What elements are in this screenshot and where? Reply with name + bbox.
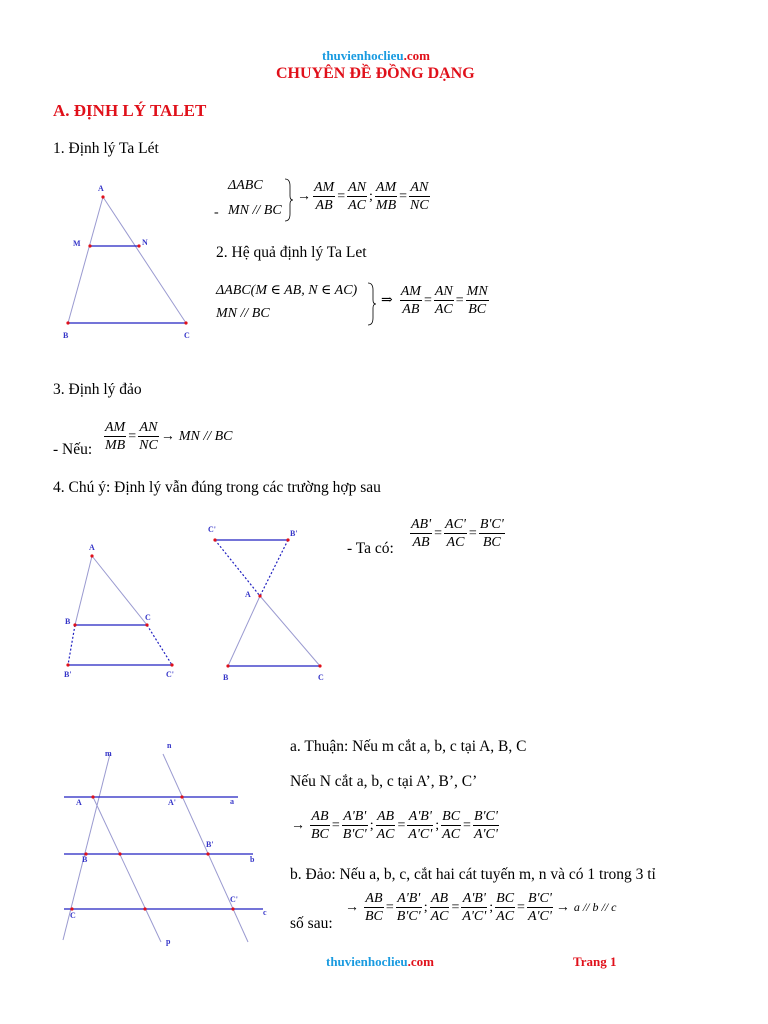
fig4-label-p: p: [166, 937, 171, 946]
frac: $\frac{AN}{AC}$: [348, 180, 367, 213]
item2-cond2: MN // BC: [216, 306, 270, 321]
item1-formula: → $\frac{AM}{AB}$ = $\frac{AN}{AC}$ ; $\frac{AM}{MB}$ = $\frac{AN}{NC}$: [297, 180, 429, 213]
fig2-label-b-prime: B': [64, 670, 72, 679]
part-b-arrow-2: →: [555, 899, 570, 915]
item1-label: 1. Định lý Ta Lét: [53, 140, 159, 157]
fig1-label-a: A: [98, 184, 104, 193]
item2-label: 2. Hệ quả định lý Ta Let: [216, 244, 367, 261]
fig4-label-b-prime: B': [206, 840, 214, 849]
item3-formula: $\frac{AM}{MB}$ = $\frac{AN}{NC}$ → MN // BC: [105, 420, 233, 453]
frac: $\frac{B'C'}{A'C'}$: [527, 891, 552, 924]
item1-brace: [284, 178, 294, 222]
part-b-line1: b. Đảo: Nếu a, b, c, cắt hai cát tuyến m, n và có 1 trong 3 tỉ: [290, 866, 656, 883]
frac: $\frac{MN}{BC}$: [466, 284, 488, 317]
frac: $\frac{AN}{NC}$: [139, 420, 158, 453]
part-b-conclusion: a // b // c: [573, 900, 617, 914]
figure-hourglass-triangle: [205, 523, 335, 688]
frac: $\frac{B'C'}{A'C'}$: [473, 809, 498, 842]
footer-site-tld: .com: [407, 954, 434, 969]
frac: $\frac{AB}{BC}$: [311, 809, 329, 842]
frac: $\frac{A'B'}{B'C'}$: [342, 809, 367, 842]
figure-parallel-lines: [58, 742, 273, 952]
item3-arrow: →: [160, 428, 175, 444]
item2-brace: [367, 282, 377, 326]
item3-prefix: - Nếu:: [53, 441, 93, 458]
item4-prefix: - Ta có:: [347, 540, 394, 557]
footer-site: [326, 954, 434, 970]
item4-label: 4. Chú ý: Định lý vẫn đúng trong các trường hợp sau: [53, 479, 381, 496]
fig2-label-b: B: [65, 617, 71, 626]
section-a-heading: A. ĐỊNH LÝ TALET: [53, 101, 207, 120]
header-site-tld: .com: [403, 48, 430, 63]
part-b-arrow: →: [345, 899, 359, 915]
fig3-label-c-prime: C': [208, 525, 216, 534]
fig4-label-a: A: [76, 798, 82, 807]
item1-arrow: →: [297, 188, 311, 204]
fig4-label-c: C: [70, 911, 76, 920]
part-a-line2: Nếu N cắt a, b, c tại A’, B’, C’: [290, 773, 478, 790]
fig2-label-a: A: [89, 543, 95, 552]
fig1-label-b: B: [63, 331, 69, 340]
frac: $\frac{BC}{AC}$: [496, 891, 515, 924]
frac: $\frac{AM}{MB}$: [375, 180, 397, 213]
frac: $\frac{AB}{AC}$: [376, 809, 395, 842]
frac: $\frac{BC}{AC}$: [442, 809, 461, 842]
frac: $\frac{A'B'}{A'C'}$: [462, 891, 487, 924]
fig1-label-c: C: [184, 331, 190, 340]
footer-site-main: thuvienhoclieu: [326, 954, 408, 969]
fig4-label-c-line: c: [263, 908, 267, 917]
item1-dash: -: [214, 205, 219, 220]
frac: $\frac{AM}{MB}$: [105, 420, 126, 453]
fig4-label-a-line: a: [230, 797, 234, 806]
item1-cond2: MN // BC: [228, 203, 282, 218]
fig4-label-n: n: [167, 741, 172, 750]
fig3-label-a: A: [245, 590, 251, 599]
fig2-label-c: C: [145, 613, 151, 622]
frac: $\frac{AB}{BC}$: [365, 891, 383, 924]
frac: $\frac{AM}{AB}$: [400, 284, 421, 317]
fig1-label-n: N: [142, 238, 148, 247]
fig4-label-b-line: b: [250, 855, 255, 864]
part-a-line1: a. Thuận: Nếu m cắt a, b, c tại A, B, C: [290, 738, 527, 755]
fig4-label-a-prime: A': [168, 798, 176, 807]
frac: $\frac{B'C'}{BC}$: [479, 517, 504, 550]
item3-label: 3. Định lý đảo: [53, 381, 142, 398]
fig1-label-m: M: [73, 239, 81, 248]
fig4-label-c-prime: C': [230, 895, 238, 904]
frac: $\frac{AB}{AC}$: [430, 891, 449, 924]
part-b-line2: số sau:: [290, 915, 333, 932]
page-title: CHUYÊN ĐỀ ĐỒNG DẠNG: [276, 65, 475, 82]
part-a-formula: → $\frac{AB}{BC}$ = $\frac{A'B'}{B'C'}$ ; $\frac{AB}{AC}$ = $\frac{A'B'}{A'C'}$ ; $\frac{BC}{AC}$ = $\frac{B'C'}{A'C'}$: [291, 809, 498, 842]
fig4-label-m: m: [105, 749, 112, 758]
item2-arrow: ⇒: [381, 293, 393, 308]
frac: $\frac{AN}{AC}$: [434, 284, 453, 317]
frac: $\frac{AN}{NC}$: [410, 180, 429, 213]
fig3-label-b-prime: B': [290, 529, 298, 538]
fig4-label-b: B: [82, 855, 88, 864]
item1-cond1: ΔABC: [228, 178, 263, 193]
fig3-label-c: C: [318, 673, 324, 682]
frac: $\frac{AB'}{AB}$: [411, 517, 432, 550]
figure-talet-triangle: [55, 180, 205, 345]
item4-formula: $\frac{AB'}{AB}$ = $\frac{AC'}{AC}$ = $\frac{B'C'}{BC}$: [411, 517, 504, 550]
fig3-label-b: B: [223, 673, 229, 682]
item3-conclusion: MN // BC: [178, 428, 233, 444]
header-site: [322, 48, 430, 64]
figure-extended-triangle: [60, 540, 190, 685]
header-site-main: thuvienhoclieu: [322, 48, 404, 63]
footer-page-number: Trang 1: [573, 954, 617, 969]
item2-cond1: ΔABC(M ∈ AB, N ∈ AC): [216, 283, 358, 298]
part-b-formula: → $\frac{AB}{BC}$ = $\frac{A'B'}{B'C'}$ ; $\frac{AB}{AC}$ = $\frac{A'B'}{A'C'}$ ; $\frac{BC}{AC}$ = $\frac{B'C'}{A'C'}$ → a // b // c: [345, 891, 617, 924]
fig2-label-c-prime: C': [166, 670, 174, 679]
frac: $\frac{A'B'}{B'C'}$: [396, 891, 421, 924]
item2-formula: ⇒ $\frac{AM}{AB}$ = $\frac{AN}{AC}$ = $\frac{MN}{BC}$: [381, 284, 488, 317]
frac: $\frac{AC'}{AC}$: [445, 517, 466, 550]
frac: $\frac{AM}{AB}$: [314, 180, 335, 213]
part-a-arrow: →: [291, 817, 305, 833]
frac: $\frac{A'B'}{A'C'}$: [408, 809, 433, 842]
